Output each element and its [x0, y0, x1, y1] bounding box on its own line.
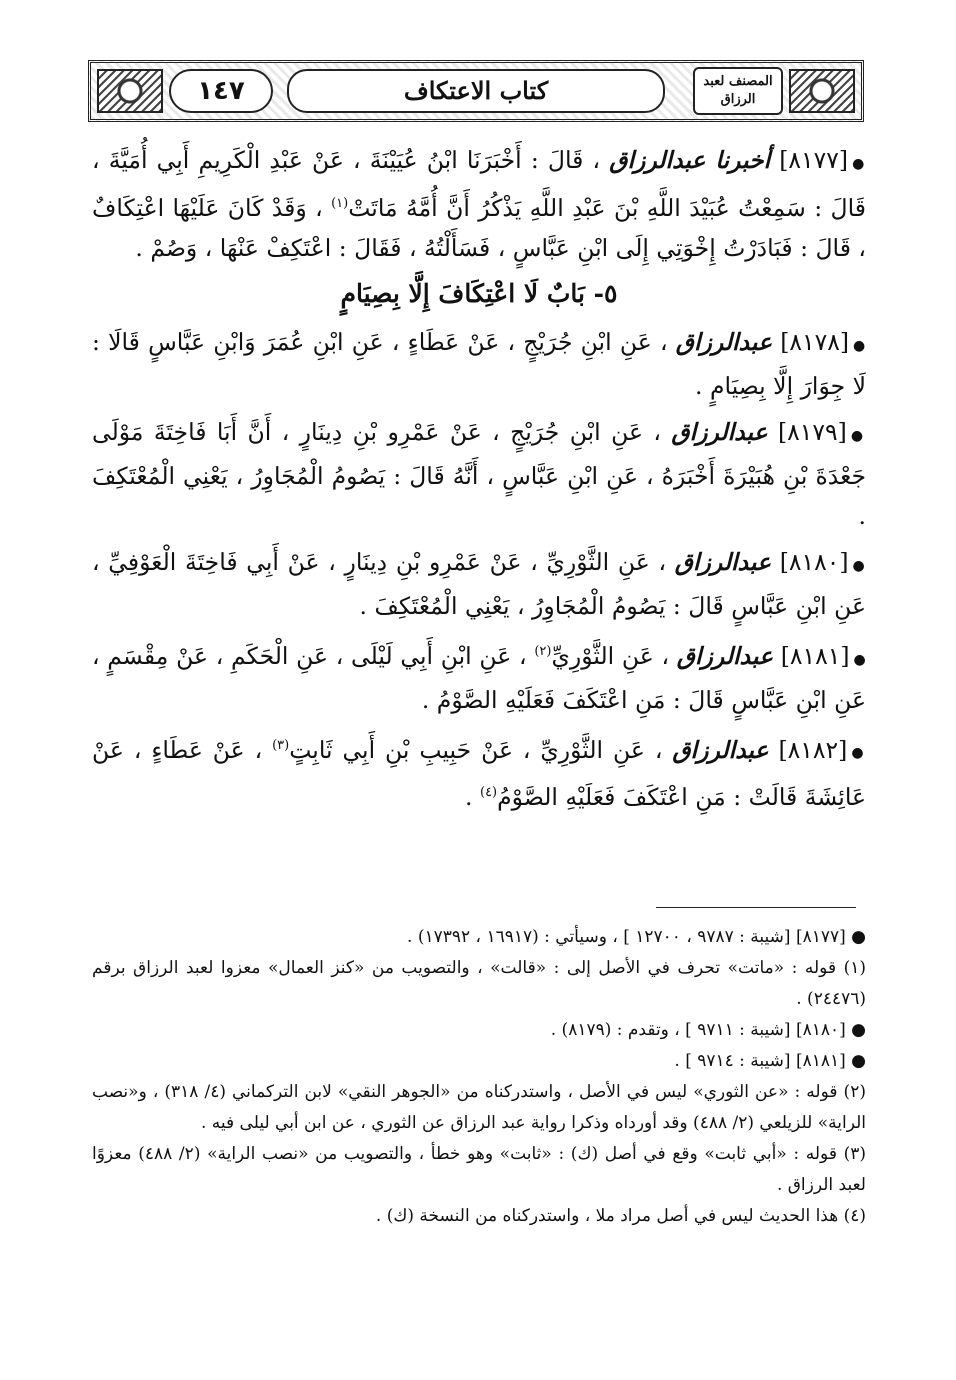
hadith-entry-8178: [92, 322, 866, 406]
footnote-marker[interactable]: (١): [331, 196, 349, 211]
footnote-marker[interactable]: (٢): [534, 643, 552, 659]
hadith-source: عبدالرزاق: [676, 641, 773, 670]
hadith-entry-8179: [92, 412, 866, 536]
bullet-icon: ●: [853, 337, 866, 354]
hadith-text: ، عَنِ ابْنِ جُرَيْجٍ ، عَنْ عَطَاءٍ ، عَنِ ابْنِ عُمَرَ وَابْنِ عَبَّاسٍ قَالَا : لَا جِوَارَ إِلَّا بِصِيَامٍ .: [92, 327, 866, 400]
bullet-icon: ●: [850, 427, 866, 444]
hadith-text: ، قَالَ : أَخْبَرَنَا ابْنُ عُيَيْنَةَ ، عَنْ عَبْدِ الْكَرِيمِ أَبِي أُمَيَّةَ ، قَالَ : سَمِعْتُ عُبَيْدَ اللَّهِ بْنَ عَبْدِ اللَّهِ يَذْكُرُ أَنَّ أُمَّهُ مَاتَتْ: [92, 146, 866, 222]
footnote-1: (١) قوله : «ماتت» تحرف في الأصل إلى : «قالت» ، والتصويب من «كنز العمال» معزوا لعبد الرزاق برقم (٢٤٤٧٦) .: [92, 958, 866, 1009]
footnote-source-8180: ● [٨١٨٠] [شيبة : ٩٧١١ ] ، وتقدم : (٨١٧٩) .: [550, 1020, 866, 1040]
hadith-entry-8182: [92, 726, 866, 818]
footnote-3: (٣) قوله : «أبي ثابت» وقع في أصل (ك) : «ثابت» وهو خطأ ، والتصويب من «نصب الراية» (٢/ ٤٨٨) معزوًا لعبد الرزاق .: [92, 1144, 866, 1195]
hadith-entry-8177: [92, 140, 866, 268]
hadith-number: [٨١٧٧]: [779, 146, 849, 174]
chapter-heading: ٥- بَابٌ لَا اعْتِكَافَ إِلَّا بِصِيَامٍ: [340, 278, 618, 308]
ornament-right: [789, 69, 855, 113]
footnote-source-8181: ● [٨١٨١] [شيبة : ٩٧١٤ ] .: [674, 1051, 866, 1071]
hadith-source: عبدالرزاق: [671, 417, 768, 446]
ornament-left: [97, 69, 163, 113]
hadith-text-continued: ، وَقَدْ كَانَ عَلَيْهَا اعْتِكَافٌ ، قَالَ : فَبَادَرْتُ إِخْوَتِي إِلَى ابْنِ عَبَّاسٍ ، فَسَأَلْتُهُ ، فَقَالَ : اعْتَكِفْ عَنْهَا ، وَصُمْ .: [92, 193, 866, 262]
hadith-text: ، عَنِ ابْنِ جُرَيْجٍ ، عَنْ عَمْرِو بْنِ دِينَارٍ ، أَنَّ أَبَا فَاخِتَةَ مَوْلَى جَعْدَةَ بْنِ هُبَيْرَةَ أَخْبَرَهُ ، عَنِ ابْنِ عَبَّاسٍ ، أَنَّهُ قَالَ : يَصُومُ الْمُجَاوِرُ ، يَعْنِي الْمُعْتَكِفَ .: [92, 417, 866, 530]
hadith-source: أخبرنا عبدالرزاق: [609, 146, 771, 174]
footnote-2: (٢) قوله : «عن الثوري» ليس في الأصل ، واستدركناه من «الجوهر النقي» لابن التركماني (٤/ ٣١٨) ، و«نصب الراية» للزيلعي (٢/ ٤٨٨) وقد أورداه وذكرا رواية عبد الرزاق عن الثوري ، عن ابن أبي ليلى فيه .: [92, 1082, 866, 1133]
footnote-marker[interactable]: (٣): [272, 737, 290, 753]
hadith-number: [٨١٧٨]: [780, 327, 850, 356]
main-text: [92, 140, 866, 823]
bullet-icon: ●: [852, 156, 866, 172]
hadith-number: [٨١٨٢]: [778, 735, 848, 764]
bullet-icon: ●: [851, 745, 866, 762]
hadith-number: [٨١٧٩]: [778, 417, 847, 446]
page-header: [88, 60, 864, 122]
hadith-source: عبدالرزاق: [675, 327, 772, 356]
bullet-icon: ●: [852, 557, 866, 574]
hadith-text: ، عَنِ الثَّوْرِيِّ ، عَنْ عَمْرِو بْنِ دِينَارٍ ، عَنْ أَبِي فَاخِتَةَ الْعَوْفِيِّ ، عَنِ ابْنِ عَبَّاسٍ قَالَ : يَصُومُ الْمُجَاوِرُ ، يَعْنِي الْمُعْتَكِفَ .: [92, 547, 866, 620]
footnote-marker[interactable]: (٤): [479, 785, 498, 801]
hadith-source: عبدالرزاق: [672, 735, 769, 764]
sentence-end: .: [465, 783, 473, 812]
book-logo: المصنف لعبد الرزاق: [693, 67, 783, 115]
hadith-number: [٨١٨٠]: [779, 547, 849, 576]
hadith-number: [٨١٨١]: [780, 641, 850, 670]
hadith-text: ، عَنِ الثَّوْرِيِّ ، عَنْ حَبِيبِ بْنِ أَبِي ثَابِتٍ: [289, 735, 663, 764]
footnote-4: (٤) هذا الحديث ليس في أصل مراد ملا ، واستدركناه من النسخة (ك) .: [375, 1206, 866, 1226]
hadith-entry-8180: [92, 542, 866, 626]
hadith-text-continued: ، عَنْ عَطَاءٍ ، عَنْ عَائِشَةَ قَالَتْ : مَنِ اعْتَكَفَ فَعَلَيْهِ الصَّوْمُ: [92, 735, 866, 812]
chapter-title: كتاب الاعتكاف: [287, 69, 665, 113]
footnotes: [92, 922, 866, 1232]
footnote-separator: [656, 907, 856, 908]
hadith-text-continued: ، عَنِ ابْنِ أَبِي لَيْلَى ، عَنِ الْحَكَمِ ، عَنْ مِقْسَمٍ ، عَنِ ابْنِ عَبَّاسٍ قَالَ : مَنِ اعْتَكَفَ فَعَلَيْهِ الصَّوْمُ .: [92, 641, 866, 714]
page-number: ١٤٧: [169, 69, 273, 113]
hadith-source: عبدالرزاق: [674, 547, 771, 576]
hadith-entry-8181: [92, 632, 866, 720]
hadith-text: ، عَنِ الثَّوْرِيِّ: [551, 641, 670, 670]
bullet-icon: ●: [853, 651, 866, 668]
footnote-source-8177: ● [٨١٧٧] [شيبة : ٩٧٨٧ ، ١٢٧٠٠ ] ، وسيأتي : (١٦٩١٧ ، ١٧٣٩٢) .: [407, 927, 866, 947]
